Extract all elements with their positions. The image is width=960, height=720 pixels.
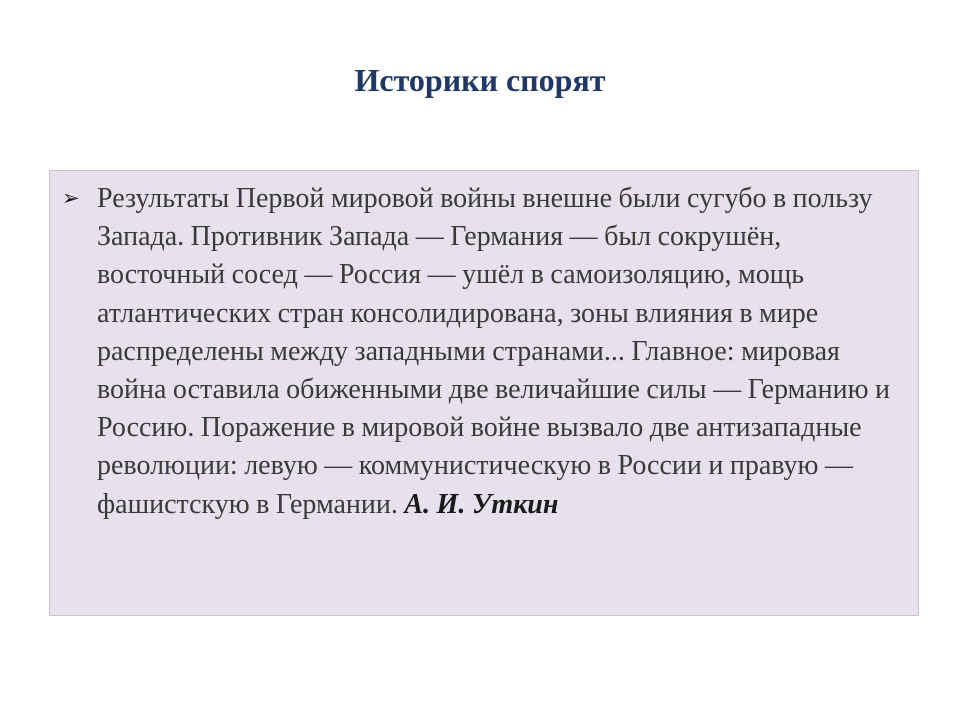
quote-author: А. И. Уткин <box>404 488 559 520</box>
quote-box <box>49 170 919 616</box>
arrow-bullet-icon: ➢ <box>62 186 80 210</box>
slide-title: Историки спорят <box>354 62 606 98</box>
quote-paragraph <box>97 180 907 524</box>
quote-text: Результаты Первой мировой войны внешне были сугубо в пользу Запада. Противник Запада — Германия — был сокрушён, восточный сосед — Россия — ушёл в самоизоляцию, мощь атлантических стран консолидирована, зоны влияния в мире распределены между западными странами... Главное: мировая война оставила обиженными две величайшие силы — Германию и Россию. Поражение в мировой войне вызвало две антизападные революции: левую — коммунистическую в России и правую — фашистскую в Германии. <box>97 183 891 520</box>
